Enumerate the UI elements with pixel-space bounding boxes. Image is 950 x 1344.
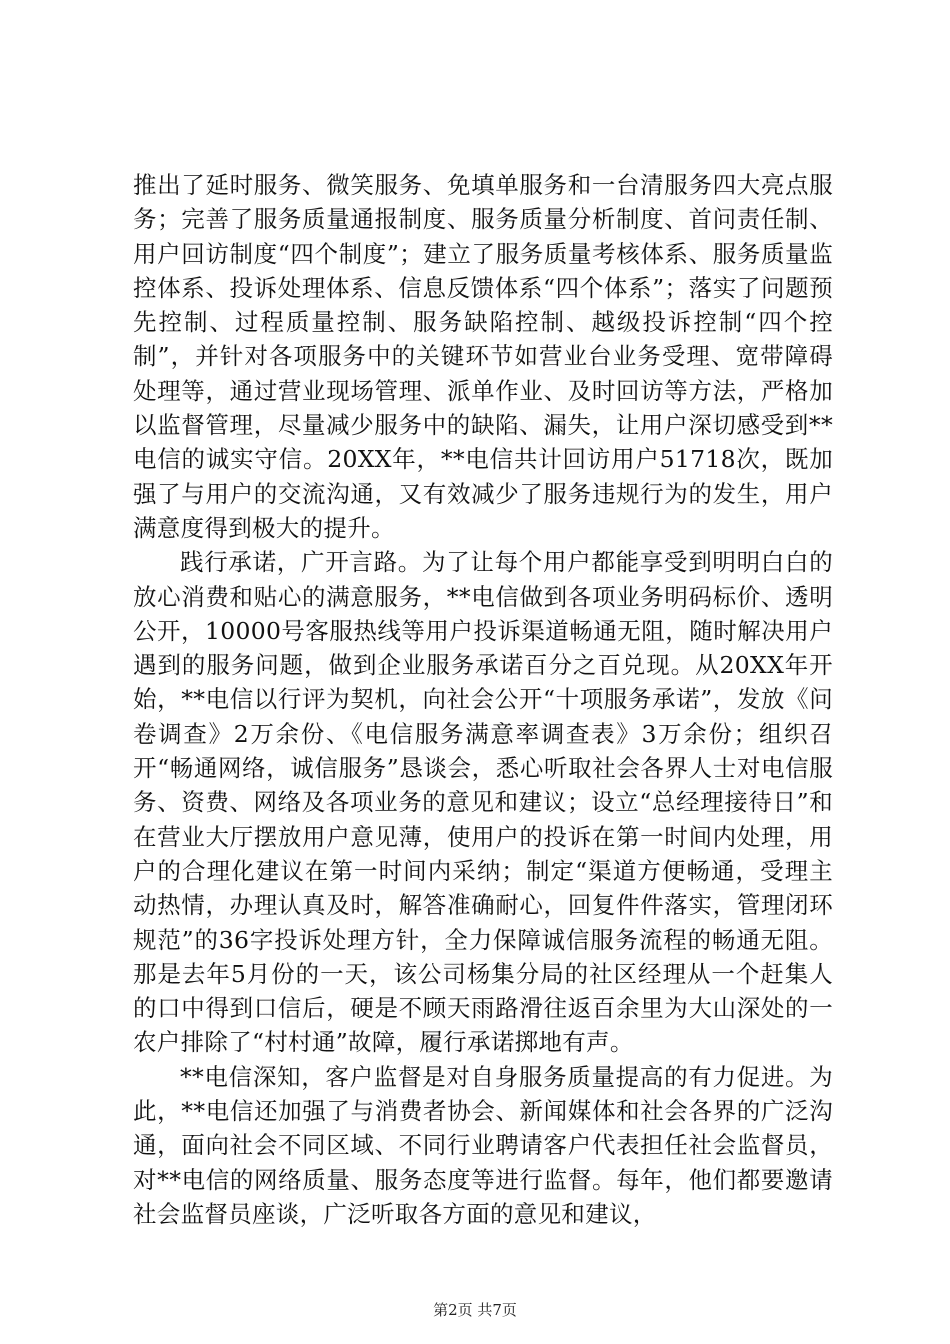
page-number-footer: 第2页 共7页 xyxy=(433,1301,517,1319)
document-body xyxy=(133,168,833,1231)
paragraph-commitments: 践行承诺，广开言路。为了让每个用户都能享受到明明白白的放心消费和贴心的满意服务，**电信做到各项业务明码标价、透明公开，10000号客服热线等用户投诉渠道畅通无阻，随时解决用户遇到的服务问题，做到企业服务承诺百分之百兑现。从20XX年开始，**电信以行评为契机，向社会公开“十项服务承诺”，发放《问卷调查》2万余份、《电信服务满意率调查表》3万余份；组织召开“畅通网络，诚信服务”恳谈会，悉心听取社会各界人士对电信服务、资费、网络及各项业务的意见和建议；设立“总经理接待日”和在营业大厅摆放用户意见薄，使用户的投诉在第一时间内处理，用户的合理化建议在第一时间内采纳；制定“渠道方便畅通，受理主动热情，办理认真及时，解答准确耐心，回复件件落实，管理闭环规范”的36字投诉处理方针，全力保障诚信服务流程的畅通无阻。那是去年5月份的一天，该公司杨集分局的社区经理从一个赶集人的口中得到口信后，硬是不顾天雨路滑往返百余里为大山深处的一农户排除了“村村通”故障，履行承诺掷地有声。 xyxy=(133,548,833,1057)
paragraph-service-measures: 推出了延时服务、微笑服务、免填单服务和一台清服务四大亮点服务；完善了服务质量通报制度、服务质量分析制度、首问责任制、用户回访制度“四个制度”；建立了服务质量考核体系、服务质量监控体系、投诉处理体系、信息反馈体系“四个体系”；落实了问题预先控制、过程质量控制、服务缺陷控制、越级投诉控制“四个控制”，并针对各项服务中的关键环节如营业台业务受理、宽带障碍处理等，通过营业现场管理、派单作业、及时回访等方法，严格加以监督管理，尽量减少服务中的缺陷、漏失，让用户深切感受到**电信的诚实守信。20XX年，**电信共计回访用户51718次，既加强了与用户的交流沟通，又有效减少了服务违规行为的发生，用户满意度得到极大的提升。 xyxy=(133,171,833,542)
paragraph-customer-supervision: **电信深知，客户监督是对自身服务质量提高的有力促进。为此，**电信还加强了与消费者协会、新闻媒体和社会各界的广泛沟通，面向社会不同区域、不同行业聘请客户代表担任社会监督员，对**电信的网络质量、服务态度等进行监督。每年，他们都要邀请社会监督员座谈，广泛听取各方面的意见和建议， xyxy=(133,1062,833,1228)
